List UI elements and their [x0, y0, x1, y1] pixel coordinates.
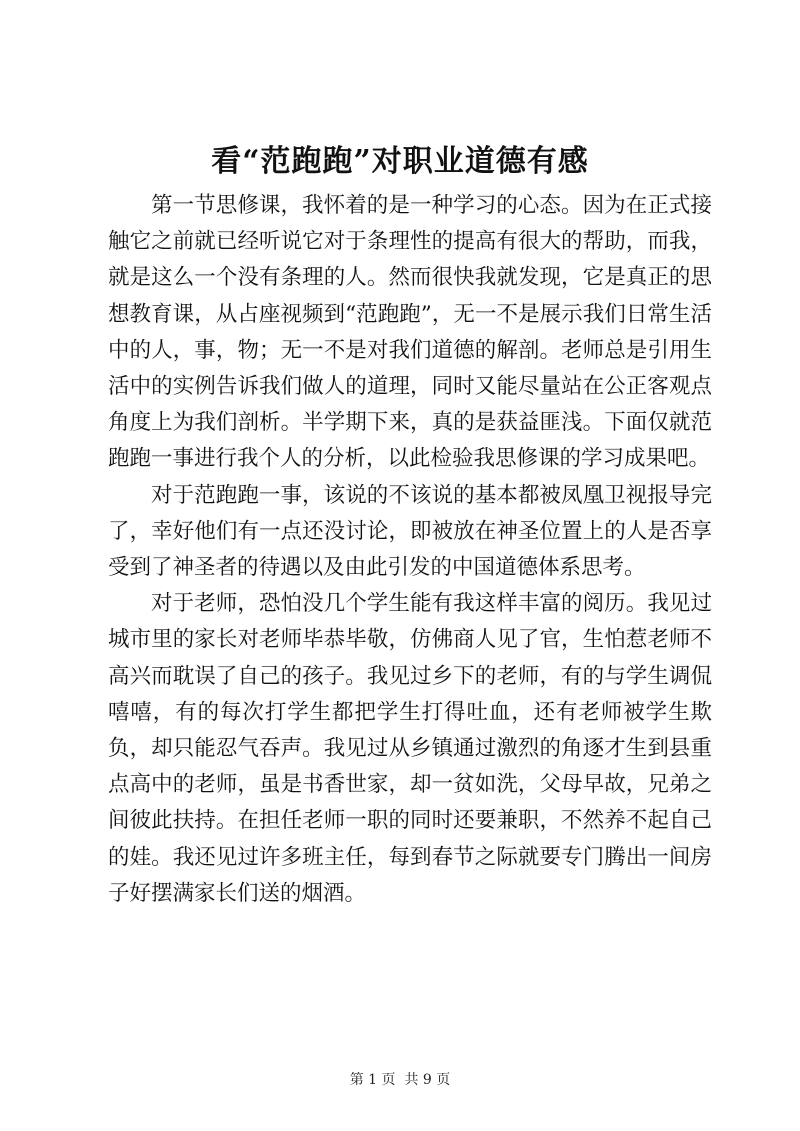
document-body — [108, 188, 712, 912]
document-title: 看“范跑跑”对职业道德有感 — [211, 144, 589, 179]
page-footer — [0, 1070, 800, 1090]
paragraph-3: 对于老师，恐怕没几个学生能有我这样丰富的阅历。我见过城市里的家长对老师毕恭毕敬，仿佛商人见了官，生怕惹老师不高兴而耽误了自己的孩子。我见过乡下的老师，有的与学生调侃嘻嘻，有的每次打学生都把学生打得吐血，还有老师被学生欺负，却只能忍气吞声。我见过从乡镇通过激烈的角逐才生到县重点高中的老师，虽是书香世家，却一贫如洗，父母早故，兄弟之间彼此扶持。在担任老师一职的同时还要兼职，不然养不起自己的娃。我还见过许多班主任，每到春节之际就要专门腾出一间房子好摆满家长们送的烟酒。 — [108, 591, 712, 906]
paragraph-2: 对于范跑跑一事，该说的不该说的基本都被凤凰卫视报导完了，幸好他们有一点还没讨论，即被放在神圣位置上的人是否享受到了神圣者的待遇以及由此引发的中国道德体系思考。 — [108, 482, 712, 581]
paragraph-1: 第一节思修课，我怀着的是一种学习的心态。因为在正式接触它之前就已经听说它对于条理性的提高有很大的帮助，而我，就是这么一个没有条理的人。然而很快我就发现，它是真正的思想教育课，从占座视频到“范跑跑”，无一不是展示我们日常生活中的人，事，物；无一不是对我们道德的解剖。老师总是引用生活中的实例告诉我们做人的道理，同时又能尽量站在公正客观点角度上为我们剖析。半学期下来，真的是获益匪浅。下面仅就范跑跑一事进行我个人的分析，以此检验我思修课的学习成果吧。 — [108, 193, 712, 472]
page-total: 共 9 页 — [404, 1072, 451, 1088]
page-number: 第 1 页 — [349, 1072, 396, 1088]
